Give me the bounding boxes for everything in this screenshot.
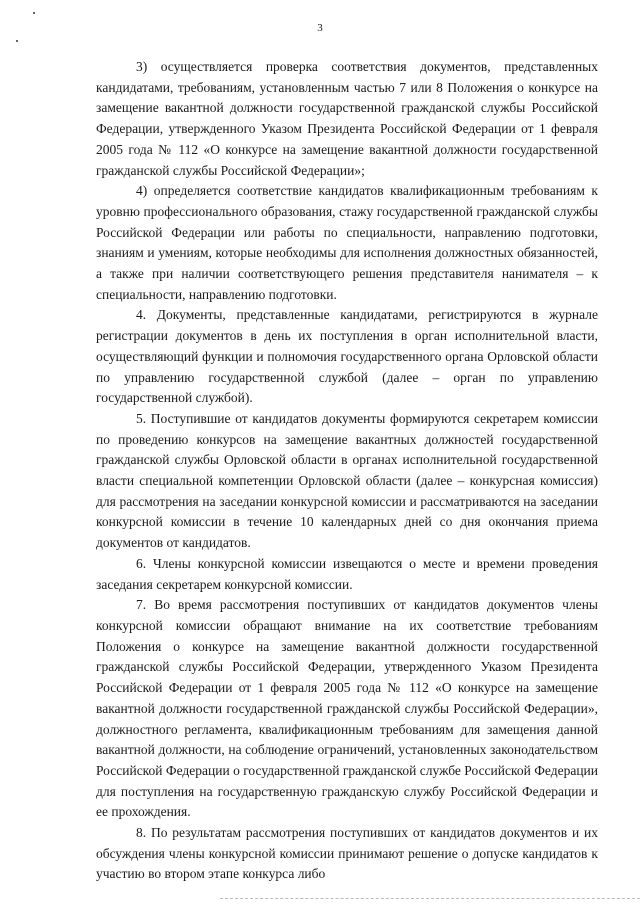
paragraph: 3) осуществляется проверка соответствия документов, представленных кандидатами, требованиям, установленным частью 7 или 8 Положения о конкурсе на замещение вакантной должности государственной гражданской службы Российской Федерации, утвержденного Указом Президента Российской Федерации от 1 февраля 2005 года № 112 «О конкурсе на замещение вакантной должности государственной гражданской службы Российской Федерации»; xyxy=(96,59,598,178)
paragraph: 5. Поступившие от кандидатов документы формируются секретарем комиссии по проведению конкурсов на замещение вакантных должностей государственной гражданской службы Орловской области в органах исполнительной государственной власти специальной компетенции Орловской области (далее – конкурсная комиссия) для рассмотрения на заседании конкурсной комиссии и рассматриваются на заседании конкурсной комиссии в течение 10 календарных дней со дня окончания приема документов от кандидатов. xyxy=(96,410,598,551)
paragraph: 7. Во время рассмотрения поступивших от кандидатов документов члены конкурсной комиссии обращают внимание на их соответствие требованиям Положения о конкурсе на замещение вакантной должности государственной гражданской службы Российской Федерации, утвержденного Указом Президента Российской Федерации от 1 февраля 2005 года № 112 «О конкурсе на замещение вакантной должности государственной гражданской службы Российской Федерации», должностного регламента, квалификационным требованиям для замещения данной вакантной должности, на соблюдение ограничений, установленных законодательством Российской Федерации о государственной гражданской службе Российской Федерации для поступления на государственную гражданскую службу Российской Федерации и ее прохождения. xyxy=(96,597,598,820)
document-body xyxy=(96,57,598,885)
paragraph: 8. По результатам рассмотрения поступивших от кандидатов документов и их обсуждения члены конкурсной комиссии принимают решение о допуске кандидатов к участию во втором этапе конкурса либо xyxy=(96,825,598,882)
scan-speck xyxy=(16,40,18,42)
page-number: 3 xyxy=(317,22,323,34)
scan-speck xyxy=(33,12,35,14)
paragraph: 6. Члены конкурсной комиссии извещаются о месте и времени проведения заседания секретарем конкурсной комиссии. xyxy=(96,555,598,592)
scan-edge-line xyxy=(220,898,640,899)
paragraph: 4. Документы, представленные кандидатами, регистрируются в журнале регистрации документов в день их поступления в орган исполнительной власти, осуществляющий функции и полномочия государственного органа Орловской области по управлению государственной службой (далее – орган по управлению государственной службой). xyxy=(96,307,598,406)
paragraph: 4) определяется соответствие кандидатов квалификационным требованиям к уровню профессионального образования, стажу государственной гражданской службы Российской Федерации или работы по специальности, направлению подготовки, знаниям и умениям, которые необходимы для исполнения должностных обязанностей, а также при наличии соответствующего решения представителя нанимателя – к специальности, направлению подготовки. xyxy=(96,183,598,302)
